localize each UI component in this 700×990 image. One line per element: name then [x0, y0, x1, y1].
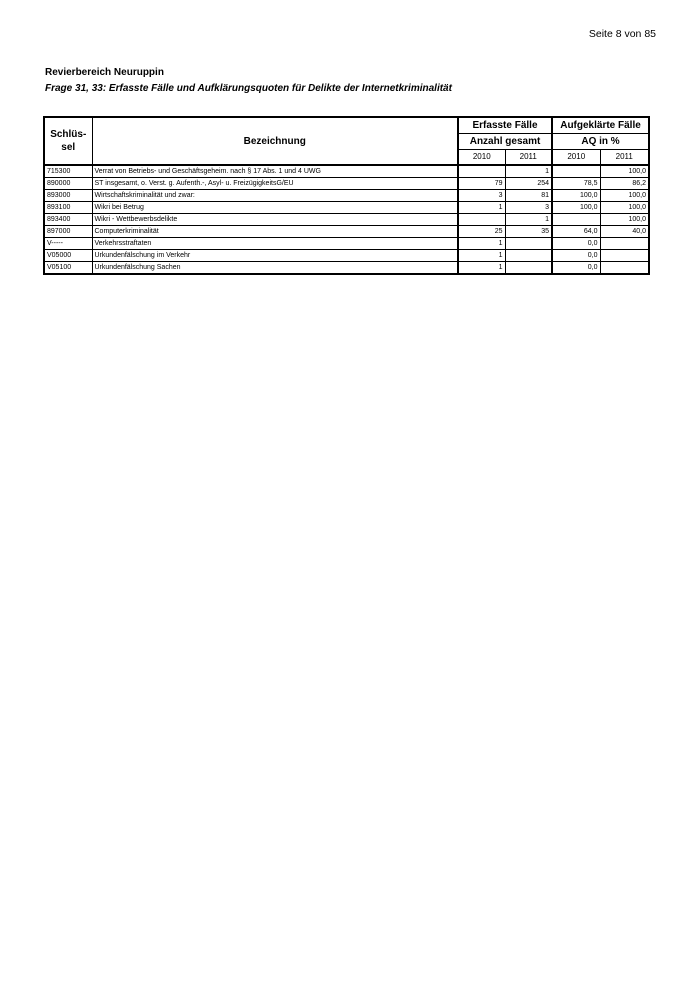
row-cases-2011	[505, 250, 552, 262]
table-row	[44, 262, 649, 275]
row-aq-2011	[600, 262, 649, 275]
row-cases-2010: 1	[458, 250, 505, 262]
row-aq-2010: 0,0	[552, 262, 600, 275]
row-aq-2010	[552, 165, 600, 178]
column-header-key: Schlüs- sel	[44, 117, 92, 165]
row-aq-2010: 78,5	[552, 178, 600, 190]
column-header-year: 2010	[458, 150, 505, 166]
table-row	[44, 165, 649, 178]
row-cases-2011: 81	[505, 190, 552, 202]
column-header-solved-sub: AQ in %	[552, 134, 649, 150]
row-key: 893400	[44, 214, 92, 226]
row-aq-2011: 100,0	[600, 165, 649, 178]
row-label: Computerkriminalität	[92, 226, 458, 238]
row-key: 893100	[44, 202, 92, 214]
row-aq-2011: 86,2	[600, 178, 649, 190]
row-key: 715300	[44, 165, 92, 178]
row-cases-2010: 25	[458, 226, 505, 238]
row-label: ST insgesamt, o. Verst. g. Aufenth.-, Asyl- u. FreizügigkeitsG/EU	[92, 178, 458, 190]
column-header-solved: Aufgeklärte Fälle	[552, 117, 649, 134]
row-cases-2010	[458, 165, 505, 178]
row-key: V-----	[44, 238, 92, 250]
row-key: V05100	[44, 262, 92, 275]
row-cases-2010	[458, 214, 505, 226]
row-cases-2011	[505, 238, 552, 250]
row-label: Wirtschaftskriminalität und zwar:	[92, 190, 458, 202]
row-label: Verkehrsstraftaten	[92, 238, 458, 250]
row-cases-2011	[505, 262, 552, 275]
row-aq-2011: 40,0	[600, 226, 649, 238]
row-key: 890000	[44, 178, 92, 190]
table-row	[44, 214, 649, 226]
row-label: Verrat von Betriebs- und Geschäftsgeheim. nach § 17 Abs. 1 und 4 UWG	[92, 165, 458, 178]
row-label: Urkundenfälschung Sachen	[92, 262, 458, 275]
table-row	[44, 178, 649, 190]
column-header-recorded: Erfasste Fälle	[458, 117, 552, 134]
table-row	[44, 202, 649, 214]
row-aq-2010: 0,0	[552, 250, 600, 262]
column-header-year: 2010	[552, 150, 600, 166]
row-key: 893000	[44, 190, 92, 202]
table-row	[44, 226, 649, 238]
row-label: Wikri bei Betrug	[92, 202, 458, 214]
row-aq-2011	[600, 250, 649, 262]
row-cases-2011: 3	[505, 202, 552, 214]
row-cases-2010: 1	[458, 262, 505, 275]
row-aq-2010: 100,0	[552, 190, 600, 202]
row-aq-2010	[552, 214, 600, 226]
page-heading: Revierbereich Neuruppin	[45, 67, 164, 78]
row-aq-2010: 0,0	[552, 238, 600, 250]
column-header-year: 2011	[600, 150, 649, 166]
row-cases-2010: 1	[458, 238, 505, 250]
row-aq-2010: 64,0	[552, 226, 600, 238]
row-cases-2011: 1	[505, 165, 552, 178]
row-cases-2011: 254	[505, 178, 552, 190]
table-row	[44, 190, 649, 202]
row-cases-2011: 35	[505, 226, 552, 238]
row-cases-2010: 79	[458, 178, 505, 190]
row-cases-2010: 3	[458, 190, 505, 202]
row-cases-2010: 1	[458, 202, 505, 214]
page-subheading: Frage 31, 33: Erfasste Fälle und Aufklärungsquoten für Delikte der Internetkriminalität	[45, 83, 452, 94]
row-label: Wikri - Wettbewerbsdelikte	[92, 214, 458, 226]
table-row	[44, 238, 649, 250]
column-header-designation: Bezeichnung	[92, 117, 458, 165]
row-aq-2011: 100,0	[600, 214, 649, 226]
row-aq-2011: 100,0	[600, 202, 649, 214]
crime-statistics-table	[43, 116, 650, 275]
row-aq-2010: 100,0	[552, 202, 600, 214]
row-key: 897000	[44, 226, 92, 238]
page-number: Seite 8 von 85	[588, 28, 656, 40]
column-header-year: 2011	[505, 150, 552, 166]
row-cases-2011: 1	[505, 214, 552, 226]
row-key: V05000	[44, 250, 92, 262]
row-aq-2011	[600, 238, 649, 250]
table-row	[44, 250, 649, 262]
column-header-recorded-sub: Anzahl gesamt	[458, 134, 552, 150]
row-label: Urkundenfälschung im Verkehr	[92, 250, 458, 262]
row-aq-2011: 100,0	[600, 190, 649, 202]
